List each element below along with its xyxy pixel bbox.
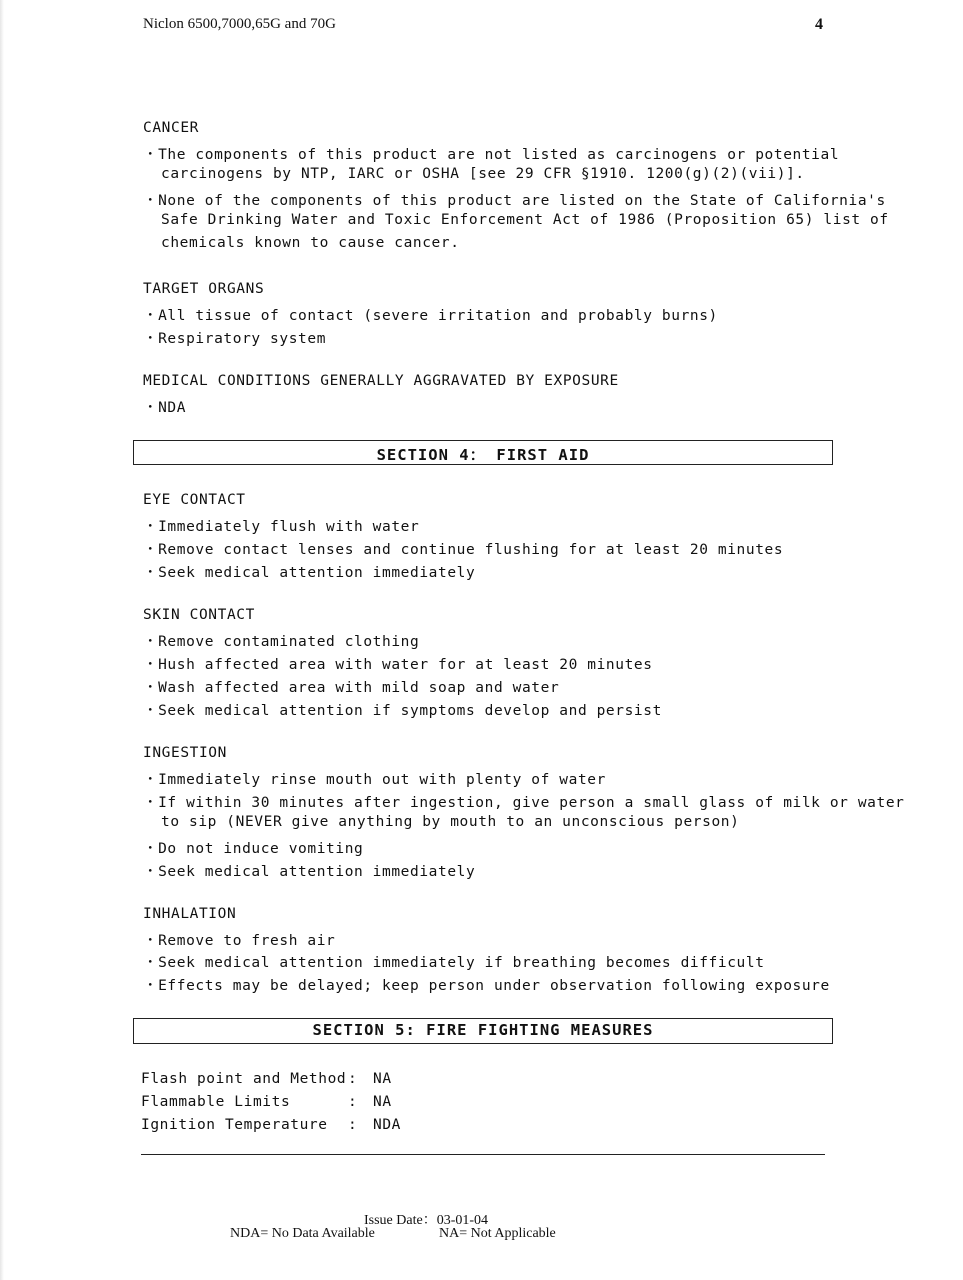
issue-date: Issue Date：03-01-04 bbox=[364, 1213, 489, 1228]
ingestion-item: to sip (NEVER give anything by mouth to an unconscious person) bbox=[161, 814, 740, 830]
property-value: NDA bbox=[373, 1117, 401, 1133]
skin-contact-item: ・Remove contaminated clothing bbox=[143, 634, 420, 650]
section-4-title: SECTION 4： FIRST AID bbox=[376, 446, 590, 464]
eye-contact-item: ・Remove contact lenses and continue flushing for at least 20 minutes bbox=[143, 542, 784, 558]
property-colon: : bbox=[348, 1094, 358, 1110]
property-value: NA bbox=[373, 1071, 392, 1087]
eye-contact-item: ・Immediately flush with water bbox=[143, 519, 420, 535]
page-number: 4 bbox=[815, 16, 823, 33]
property-label: Ignition Temperature bbox=[141, 1117, 328, 1133]
property-label: Flammable Limits bbox=[141, 1094, 291, 1110]
target-organs-item: ・Respiratory system bbox=[143, 331, 327, 347]
ingestion-item: ・Immediately rinse mouth out with plenty of water bbox=[143, 772, 606, 788]
na-legend: NA= Not Applicable bbox=[439, 1226, 556, 1241]
skin-contact-item: ・Wash affected area with mild soap and water bbox=[143, 680, 560, 696]
property-colon: : bbox=[348, 1071, 358, 1087]
ingestion-item: ・If within 30 minutes after ingestion, give person a small glass of milk or water bbox=[143, 795, 905, 811]
nda-legend: NDA= No Data Available bbox=[230, 1226, 375, 1241]
cancer-line: ・The components of this product are not listed as carcinogens or potential bbox=[143, 147, 840, 163]
ingestion-item: ・Do not induce vomiting bbox=[143, 841, 364, 857]
cancer-line: Safe Drinking Water and Toxic Enforcement Act of 1986 (Proposition 65) list of bbox=[161, 212, 889, 228]
cancer-heading: CANCER bbox=[143, 120, 199, 136]
inhalation-heading: INHALATION bbox=[143, 906, 237, 922]
cancer-line: chemicals known to cause cancer. bbox=[161, 235, 460, 251]
skin-contact-item: ・Seek medical attention if symptoms develop and persist bbox=[143, 703, 662, 719]
section-5-header-box bbox=[133, 1018, 833, 1044]
ingestion-item: ・Seek medical attention immediately bbox=[143, 864, 476, 880]
scan-edge-shadow bbox=[0, 0, 4, 1280]
property-value: NA bbox=[373, 1094, 392, 1110]
inhalation-item: ・Remove to fresh air bbox=[143, 933, 336, 949]
property-colon: : bbox=[348, 1117, 358, 1133]
ingestion-heading: INGESTION bbox=[143, 745, 227, 761]
horizontal-rule bbox=[141, 1154, 825, 1155]
document-title: Niclon 6500,7000,65G and 70G bbox=[143, 16, 336, 32]
target-organs-heading: TARGET ORGANS bbox=[143, 281, 265, 297]
cancer-line: carcinogens by NTP, IARC or OSHA [see 29 CFR §1910. 1200(g)(2)(vii)]. bbox=[161, 166, 805, 182]
target-organs-item: ・All tissue of contact (severe irritation and probably burns) bbox=[143, 308, 718, 324]
cancer-line: ・None of the components of this product are listed on the State of California's bbox=[143, 193, 886, 209]
inhalation-item: ・Effects may be delayed; keep person under observation following exposure bbox=[143, 978, 830, 994]
medical-conditions-item: ・NDA bbox=[143, 400, 187, 416]
section-5-title: SECTION 5: FIRE FIGHTING MEASURES bbox=[312, 1021, 654, 1039]
inhalation-item: ・Seek medical attention immediately if breathing becomes difficult bbox=[143, 955, 765, 971]
skin-contact-item: ・Hush affected area with water for at least 20 minutes bbox=[143, 657, 653, 673]
eye-contact-item: ・Seek medical attention immediately bbox=[143, 565, 476, 581]
medical-conditions-heading: MEDICAL CONDITIONS GENERALLY AGGRAVATED BY EXPOSURE bbox=[143, 373, 619, 389]
property-label: Flash point and Method bbox=[141, 1071, 347, 1087]
section-4-header-box bbox=[133, 440, 833, 465]
skin-contact-heading: SKIN CONTACT bbox=[143, 607, 255, 623]
eye-contact-heading: EYE CONTACT bbox=[143, 492, 246, 508]
